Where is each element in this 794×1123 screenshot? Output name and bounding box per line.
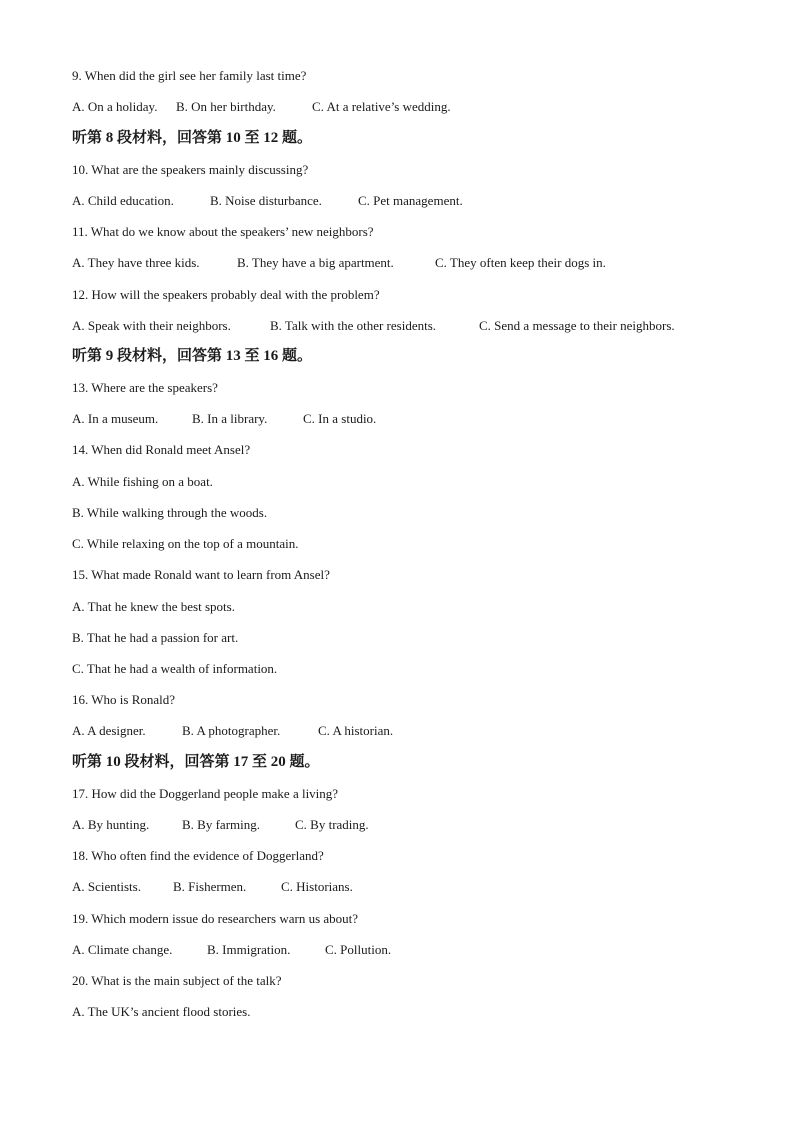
- option-16b: B. A photographer.: [182, 723, 281, 738]
- option-11c: C. They often keep their dogs in.: [435, 255, 606, 270]
- option-19b: B. Immigration.: [207, 942, 291, 957]
- question-16: 16. Who is Ronald?: [72, 692, 176, 707]
- option-19a: A. Climate change.: [72, 942, 173, 957]
- option-11b: B. They have a big apartment.: [237, 255, 394, 270]
- option-9b: B. On her birthday.: [176, 99, 276, 114]
- section-heading-8: 听第 8 段材料，回答第 10 至 12 题。: [72, 130, 313, 146]
- question-18: 18. Who often find the evidence of Doggerland?: [72, 848, 324, 863]
- options-13: [72, 410, 376, 428]
- question-19: 19. Which modern issue do researchers warn us about?: [72, 911, 359, 926]
- options-19: [72, 941, 391, 959]
- option-17c: C. By trading.: [295, 817, 369, 832]
- options-12: [72, 317, 675, 335]
- option-12c: C. Send a message to their neighbors.: [479, 318, 675, 333]
- section-heading-10: 听第 10 段材料，回答第 17 至 20 题。: [72, 754, 320, 770]
- option-17a: A. By hunting.: [72, 817, 150, 832]
- question-9: 9. When did the girl see her family last time?: [72, 68, 307, 83]
- section-heading-9: 听第 9 段材料，回答第 13 至 16 题。: [72, 348, 313, 364]
- option-17b: B. By farming.: [182, 817, 260, 832]
- option-9a: A. On a holiday.: [72, 99, 158, 114]
- option-19c: C. Pollution.: [325, 942, 392, 957]
- question-14: 14. When did Ronald meet Ansel?: [72, 442, 251, 457]
- question-15: 15. What made Ronald want to learn from Ansel?: [72, 567, 330, 582]
- question-17: 17. How did the Doggerland people make a living?: [72, 786, 339, 801]
- options-10: [72, 192, 463, 210]
- option-18b: B. Fishermen.: [173, 879, 247, 894]
- question-20: 20. What is the main subject of the talk?: [72, 973, 282, 988]
- options-11: [72, 254, 606, 272]
- question-13: 13. Where are the speakers?: [72, 380, 218, 395]
- options-9: [72, 98, 451, 116]
- option-12a: A. Speak with their neighbors.: [72, 318, 231, 333]
- option-15b: B. That he had a passion for art.: [72, 630, 239, 645]
- option-16a: A. A designer.: [72, 723, 146, 738]
- option-11a: A. They have three kids.: [72, 255, 200, 270]
- options-18: [72, 878, 353, 896]
- option-12b: B. Talk with the other residents.: [270, 318, 437, 333]
- options-16: [72, 722, 393, 740]
- option-16c: C. A historian.: [318, 723, 394, 738]
- option-10c: C. Pet management.: [358, 193, 463, 208]
- option-14a: A. While fishing on a boat.: [72, 474, 213, 489]
- option-13c: C. In a studio.: [303, 411, 377, 426]
- option-13b: B. In a library.: [192, 411, 268, 426]
- option-14b: B. While walking through the woods.: [72, 505, 268, 520]
- question-11: 11. What do we know about the speakers’ new neighbors?: [72, 224, 374, 239]
- option-15a: A. That he knew the best spots.: [72, 599, 235, 614]
- option-18c: C. Historians.: [281, 879, 353, 894]
- option-20a: A. The UK’s ancient flood stories.: [72, 1004, 251, 1019]
- option-15c: C. That he had a wealth of information.: [72, 661, 278, 676]
- question-12: 12. How will the speakers probably deal with the problem?: [72, 287, 380, 302]
- option-18a: A. Scientists.: [72, 879, 141, 894]
- options-17: [72, 816, 369, 834]
- option-9c: C. At a relative’s wedding.: [312, 99, 451, 114]
- option-10b: B. Noise disturbance.: [210, 193, 322, 208]
- question-10: 10. What are the speakers mainly discussing?: [72, 162, 309, 177]
- option-13a: A. In a museum.: [72, 411, 159, 426]
- option-10a: A. Child education.: [72, 193, 174, 208]
- option-14c: C. While relaxing on the top of a mountain.: [72, 536, 299, 551]
